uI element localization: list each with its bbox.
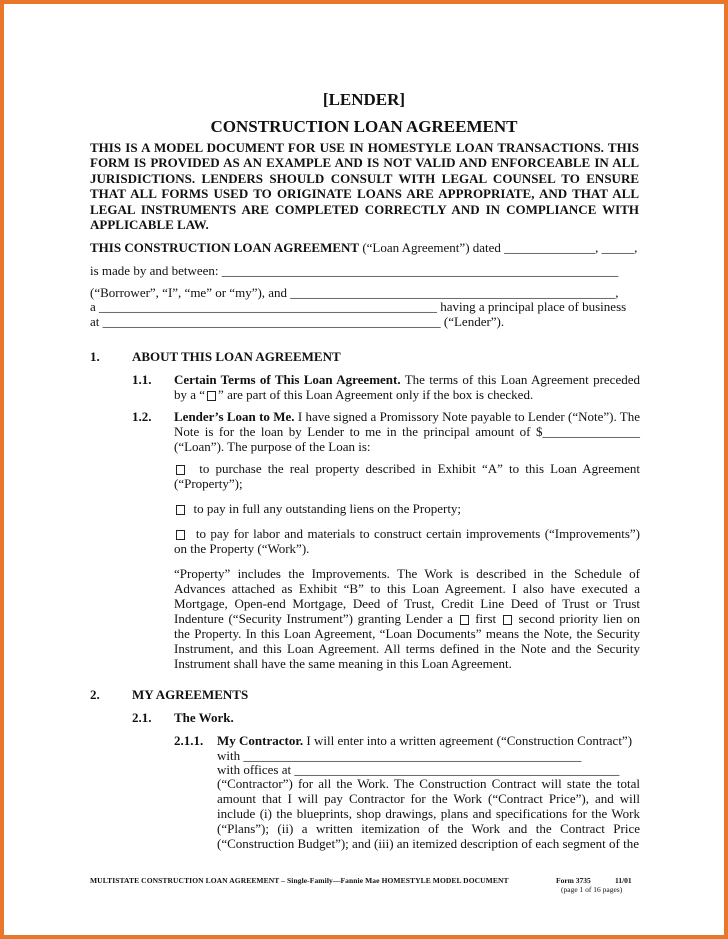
document-title: CONSTRUCTION LOAN AGREEMENT [210, 117, 518, 136]
section-1-1-number: 1.1. [132, 372, 152, 387]
footer-form-number: Form 3735 [556, 876, 591, 885]
improvements-checkbox[interactable] [176, 530, 185, 540]
section-1-1-heading: Certain Terms of This Loan Agreement. [174, 372, 401, 387]
intro-line-5: at ____________________________________________________ (“Lender”). [90, 314, 505, 329]
intro-line-4: a ____________________________________________________ having a principal place of business [90, 299, 627, 314]
checkbox-symbol [207, 391, 216, 401]
agreement-name: THIS CONSTRUCTION LOAN AGREEMENT [90, 240, 360, 255]
section-2-1-heading: The Work. [174, 710, 234, 725]
liens-checkbox[interactable] [176, 505, 185, 515]
purpose-option-purchase: to purchase the real property described in Exhibit “A” to this Loan Agreement (“Property”); [174, 461, 640, 491]
intro-line-2: is made by and between: _____________________________________________________________ [90, 263, 619, 278]
section-2-1-number: 2.1. [132, 710, 152, 725]
section-1-1-text: Certain Terms of This Loan Agreement. The terms of this Loan Agreement preceded by a “ ” are part of this Loan Agreement only if the box is checked. [174, 372, 640, 402]
section-2-number: 2. [90, 687, 100, 702]
first-priority-checkbox[interactable] [460, 615, 469, 625]
contractor-offices-blank: with offices at __________________________________________________ [217, 762, 620, 777]
section-1-number: 1. [90, 349, 100, 364]
section-2-1-1-line-1: My Contractor. I will enter into a written agreement (“Construction Contract”) [217, 733, 633, 748]
footer-date: 11/01 [615, 876, 632, 885]
footer-page-count: (page 1 of 16 pages) [561, 885, 623, 894]
purpose-option-liens: to pay in full any outstanding liens on the Property; [174, 501, 640, 516]
section-2-1-1-text: (“Contractor”) for all the Work. The Construction Contract will state the total amount that I will pay Contractor for the Work (“Contract Price”), and will include (i) the blueprints, shop drawings, plans and specifications for the Work (“Plans”); (ii) a written itemization of the Work and the Contract Price (“Construction Budget”); and (iii) an itemized description of each segment of the [217, 776, 640, 851]
purpose-option-improvements: to pay for labor and materials to construct certain improvements (“Improvements”) on the Property (“Work”). [174, 526, 640, 556]
property-definition-paragraph: “Property” includes the Improvements. The Work is described in the Schedule of Advances attached as Exhibit “B” to this Loan Agreement. I also have executed a Mortgage, Open-end Mortgage, Deed of Trust, Credit Line Deed of Trust or Trust Indenture (“Security Instrument”) granting Lender a first second priority lien on the Property. In this Loan Agreement, “Loan Documents” means the Note, the Security Instrument, and this Loan Agreement. All terms defined in the Note and the Security Instrument shall have the same meaning in this Loan Agreement. [174, 566, 641, 671]
section-1-2-heading: Lender’s Loan to Me. [174, 409, 295, 424]
dated-blank: (“Loan Agreement”) dated ______________, _____, [359, 240, 638, 255]
second-priority-checkbox[interactable] [503, 615, 512, 625]
contractor-name-blank: with ____________________________________________________ [217, 748, 582, 763]
lender-placeholder: [LENDER] [322, 90, 406, 109]
section-2-1-1-heading: My Contractor. [217, 733, 304, 748]
purchase-checkbox[interactable] [176, 465, 185, 475]
intro-line-3: (“Borrower”, “I”, “me” or “my”), and __________________________________________________, [90, 285, 619, 300]
section-1-2-number: 1.2. [132, 409, 152, 424]
section-2-title: MY AGREEMENTS [132, 687, 249, 702]
document-page [4, 4, 724, 935]
section-2-1-1-number: 2.1.1. [174, 733, 204, 748]
footer-document-name: MULTISTATE CONSTRUCTION LOAN AGREEMENT – Single-Family—Fannie Mae HOMESTYLE MODEL DOCUMENT [90, 876, 509, 885]
model-document-disclaimer: THIS IS A MODEL DOCUMENT FOR USE IN HOMESTYLE LOAN TRANSACTIONS. THIS FORM IS PROVIDED AS AN EXAMPLE AND IS NOT VALID AND ENFORCEABLE IN ALL JURISDICTIONS. LENDERS SHOULD CONSULT WITH LEGAL COUNSEL TO ENSURE THAT ALL FORMS USED TO ORIGINATE LOANS ARE APPROPRIATE, AND THAT ALL LEGAL INSTRUMENTS ARE COMPLETED CORRECTLY AND IN COMPLIANCE WITH APPLICABLE LAW. [90, 140, 639, 233]
intro-line-1 [90, 240, 637, 255]
section-1-title: ABOUT THIS LOAN AGREEMENT [132, 349, 341, 364]
section-1-2-text: Lender’s Loan to Me. I have signed a Promissory Note payable to Lender (“Note”). The Note is for the loan by Lender to me in the principal amount of $_______________ (“Loan”). The purpose of the Loan is: [174, 409, 640, 454]
